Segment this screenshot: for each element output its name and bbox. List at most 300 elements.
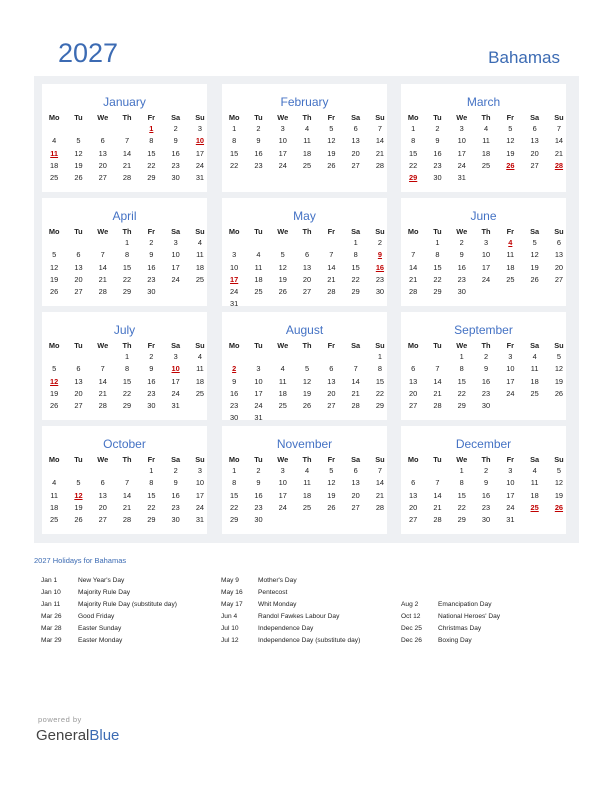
empty-day-cell xyxy=(115,123,139,135)
day-cell: 6 xyxy=(411,364,416,374)
holiday-date: Oct 12 xyxy=(401,613,421,620)
empty-day-cell xyxy=(66,351,90,363)
day-cell: 21 xyxy=(375,148,385,158)
day-cell: 22 xyxy=(433,274,442,284)
week-row xyxy=(222,376,387,388)
day-cell: 2 xyxy=(149,238,154,247)
week-row xyxy=(401,123,566,135)
day-cell: 10 xyxy=(506,478,515,488)
day-cell: 11 xyxy=(506,250,515,260)
week-row xyxy=(401,363,566,375)
day-cell: 20 xyxy=(409,502,418,512)
week-row xyxy=(401,148,566,160)
day-cell: 20 xyxy=(554,262,564,272)
day-cell: 5 xyxy=(329,124,334,133)
holiday-entry xyxy=(221,623,360,635)
day-cell: 17 xyxy=(506,376,515,386)
day-cell: 12 xyxy=(50,262,59,272)
day-cell: 1 xyxy=(435,238,440,247)
empty-day-cell xyxy=(343,514,367,526)
day-cell: 4 xyxy=(508,238,513,247)
day-cell: 15 xyxy=(230,148,239,158)
day-cell: 26 xyxy=(278,287,287,297)
day-cell: 12 xyxy=(554,364,564,374)
day-cell: 8 xyxy=(124,364,130,374)
day-cell: 14 xyxy=(98,262,107,272)
day-cell: 22 xyxy=(147,502,156,512)
holiday-entry xyxy=(41,587,177,599)
day-cell: 23 xyxy=(254,160,263,170)
day-cell: 14 xyxy=(122,148,132,158)
weekday-label: Tu xyxy=(433,227,442,236)
day-cell: 22 xyxy=(457,388,466,398)
month-january xyxy=(42,84,207,192)
day-cell: 19 xyxy=(530,262,539,272)
day-cell: 12 xyxy=(278,262,287,272)
day-cell: 13 xyxy=(351,478,360,488)
empty-day-cell xyxy=(163,286,187,298)
weekday-label: Tu xyxy=(433,341,442,350)
day-cell: 15 xyxy=(375,376,385,386)
empty-day-cell xyxy=(295,351,319,363)
day-cell: 12 xyxy=(554,478,564,488)
day-cell: 21 xyxy=(327,274,336,284)
day-cell: 28 xyxy=(122,515,132,525)
weekday-header xyxy=(42,454,207,465)
day-cell: 20 xyxy=(530,148,539,158)
day-cell: 13 xyxy=(409,376,418,386)
weekday-header xyxy=(42,112,207,123)
day-cell: 31 xyxy=(254,413,263,423)
day-cell: 19 xyxy=(50,388,59,398)
weekday-label: Tu xyxy=(74,113,83,122)
day-cell: 1 xyxy=(377,352,382,361)
day-cell: 23 xyxy=(230,401,239,411)
holiday-name: National Heroes' Day xyxy=(438,613,501,620)
empty-day-cell xyxy=(368,412,392,424)
day-cell: 14 xyxy=(122,490,132,500)
day-cell: 5 xyxy=(329,466,334,475)
day-cell: 11 xyxy=(196,364,204,374)
day-cell: 15 xyxy=(457,376,466,386)
day-cell: 11 xyxy=(303,478,311,488)
week-row xyxy=(222,274,387,286)
weekday-label: Th xyxy=(481,113,491,122)
week-row xyxy=(401,135,566,147)
week-row xyxy=(401,376,566,388)
day-cell: 7 xyxy=(411,250,416,260)
holiday-name: Christmas Day xyxy=(438,625,482,632)
weekday-label: Tu xyxy=(254,455,263,464)
day-cell: 30 xyxy=(481,401,491,411)
month-may xyxy=(222,198,387,309)
day-cell: 4 xyxy=(304,466,310,475)
holiday-date: Jul 12 xyxy=(221,637,239,644)
empty-day-cell xyxy=(271,351,295,363)
weekday-header xyxy=(222,454,387,465)
day-cell: 21 xyxy=(375,490,385,500)
day-cell: 4 xyxy=(532,466,537,475)
weekday-header xyxy=(401,454,566,465)
holiday-entry xyxy=(221,599,360,611)
weekday-label: Mo xyxy=(228,227,240,236)
week-row xyxy=(42,376,207,388)
holiday-date: Jan 10 xyxy=(41,589,61,596)
day-cell: 22 xyxy=(147,160,156,170)
day-cell: 12 xyxy=(327,478,336,488)
day-cell: 18 xyxy=(302,148,312,158)
month-november xyxy=(222,426,387,534)
day-cell: 27 xyxy=(98,515,107,525)
day-cell: 24 xyxy=(278,502,287,512)
day-cell: 13 xyxy=(98,148,107,158)
empty-day-cell xyxy=(368,514,392,526)
day-cell: 17 xyxy=(195,490,205,500)
day-cell: 14 xyxy=(375,478,385,488)
weekday-label: Mo xyxy=(407,113,419,122)
weekday-label: Th xyxy=(302,455,312,464)
week-row xyxy=(401,400,566,412)
day-cell: 3 xyxy=(173,352,178,361)
day-cell: 16 xyxy=(457,262,466,272)
day-cell: 14 xyxy=(554,136,564,146)
day-cell: 2 xyxy=(173,466,178,475)
day-cell: 23 xyxy=(375,274,385,284)
week-row xyxy=(401,160,566,172)
weekday-label: Su xyxy=(554,227,564,236)
day-cell: 11 xyxy=(254,262,263,272)
empty-day-cell xyxy=(498,400,522,412)
month-march xyxy=(401,84,566,192)
day-cell: 10 xyxy=(230,262,239,272)
day-cell: 12 xyxy=(530,250,539,260)
week-row xyxy=(42,400,207,412)
day-cell: 13 xyxy=(351,136,360,146)
day-cell: 4 xyxy=(304,124,310,133)
weekday-label: We xyxy=(97,227,109,236)
weekday-label: We xyxy=(277,341,289,350)
day-cell: 8 xyxy=(459,364,464,374)
empty-day-cell xyxy=(188,400,212,412)
day-cell: 23 xyxy=(171,502,180,512)
weekday-label: We xyxy=(456,341,468,350)
weekday-label: Su xyxy=(375,341,385,350)
day-cell: 26 xyxy=(74,173,83,183)
weekday-label: We xyxy=(277,455,289,464)
weekday-label: Sa xyxy=(171,227,181,236)
weekday-label: Tu xyxy=(254,113,263,122)
empty-day-cell xyxy=(343,351,367,363)
week-row xyxy=(401,351,566,363)
empty-day-cell xyxy=(498,172,522,184)
day-cell: 9 xyxy=(173,136,178,146)
weekday-label: Th xyxy=(481,341,491,350)
month-december xyxy=(401,426,566,534)
empty-day-cell xyxy=(295,298,319,310)
day-cell: 15 xyxy=(147,490,156,500)
holiday-entry xyxy=(221,635,360,647)
empty-day-cell xyxy=(401,351,425,363)
weekday-header xyxy=(42,340,207,351)
empty-day-cell xyxy=(66,123,90,135)
day-cell: 29 xyxy=(147,173,156,183)
holiday-date xyxy=(401,587,438,599)
day-cell: 29 xyxy=(122,401,132,411)
day-cell: 29 xyxy=(147,515,156,525)
day-cell: 14 xyxy=(409,262,418,272)
empty-day-cell xyxy=(66,465,90,477)
weekday-label: Th xyxy=(302,341,312,350)
weekday-label: Mo xyxy=(48,227,60,236)
week-row xyxy=(42,514,207,526)
day-cell: 20 xyxy=(98,160,107,170)
empty-day-cell xyxy=(91,123,115,135)
week-row xyxy=(401,249,566,261)
day-cell: 7 xyxy=(329,250,334,260)
empty-day-cell xyxy=(91,351,115,363)
day-cell: 8 xyxy=(149,136,154,146)
day-cell: 25 xyxy=(302,160,312,170)
empty-day-cell xyxy=(42,237,66,249)
month-title: May xyxy=(293,209,316,223)
day-cell: 30 xyxy=(481,515,491,525)
day-cell: 3 xyxy=(280,466,285,475)
day-cell: 25 xyxy=(530,502,539,512)
day-cell: 16 xyxy=(481,376,491,386)
day-cell: 4 xyxy=(52,136,57,146)
day-cell: 5 xyxy=(280,250,285,260)
day-cell: 10 xyxy=(506,364,515,374)
calendar-year: 2027 xyxy=(58,38,119,68)
day-cell: 9 xyxy=(149,364,154,374)
empty-day-cell xyxy=(271,237,295,249)
month-title: July xyxy=(113,323,136,337)
day-cell: 24 xyxy=(506,502,515,512)
day-cell: 26 xyxy=(506,160,515,170)
day-cell: 24 xyxy=(506,388,515,398)
day-cell: 10 xyxy=(278,136,287,146)
holiday-name: Good Friday xyxy=(78,613,115,620)
day-cell: 4 xyxy=(197,238,202,247)
day-cell: 17 xyxy=(278,490,287,500)
day-cell: 9 xyxy=(232,376,237,386)
weekday-label: Sa xyxy=(530,113,540,122)
empty-day-cell xyxy=(66,237,90,249)
day-cell: 7 xyxy=(377,466,382,475)
month-august xyxy=(222,312,387,423)
empty-day-cell xyxy=(401,465,425,477)
day-cell: 9 xyxy=(483,364,489,374)
week-row xyxy=(401,262,566,274)
day-cell: 27 xyxy=(530,160,539,170)
month-title: September xyxy=(454,323,513,337)
holiday-date xyxy=(401,575,438,587)
weekday-label: We xyxy=(456,113,468,122)
day-cell: 25 xyxy=(530,388,539,398)
day-cell: 18 xyxy=(302,490,312,500)
week-row xyxy=(42,123,207,135)
day-cell: 25 xyxy=(506,274,515,284)
day-cell: 27 xyxy=(327,401,336,411)
day-cell: 31 xyxy=(230,299,239,309)
month-october xyxy=(42,426,207,534)
day-cell: 29 xyxy=(433,287,442,297)
day-cell: 23 xyxy=(171,160,180,170)
holiday-name: Emancipation Day xyxy=(438,601,492,608)
month-june xyxy=(401,198,566,306)
weekday-label: Fr xyxy=(506,341,515,350)
weekday-label: Fr xyxy=(147,341,156,350)
month-title: August xyxy=(285,323,324,337)
week-row xyxy=(222,400,387,412)
weekday-label: Mo xyxy=(228,455,240,464)
day-cell: 8 xyxy=(232,478,237,488)
weekday-label: Th xyxy=(122,113,132,122)
day-cell: 28 xyxy=(98,287,107,297)
brand-blue-text: Blue xyxy=(89,727,120,744)
day-cell: 25 xyxy=(254,287,263,297)
week-row xyxy=(401,490,566,502)
weekday-label: Mo xyxy=(48,113,60,122)
day-cell: 20 xyxy=(351,490,360,500)
day-cell: 14 xyxy=(433,490,442,500)
day-cell: 22 xyxy=(351,274,360,284)
weekday-header xyxy=(401,226,566,237)
day-cell: 16 xyxy=(375,262,385,272)
day-cell: 11 xyxy=(303,136,311,146)
day-cell: 19 xyxy=(506,148,515,158)
country-name: Bahamas xyxy=(488,48,560,67)
day-cell: 21 xyxy=(554,148,564,158)
week-row xyxy=(222,363,387,375)
empty-day-cell xyxy=(295,514,319,526)
day-cell: 9 xyxy=(459,250,464,260)
day-cell: 11 xyxy=(50,148,59,158)
day-cell: 21 xyxy=(122,502,132,512)
day-cell: 19 xyxy=(327,490,336,500)
empty-day-cell xyxy=(547,286,571,298)
day-cell: 26 xyxy=(50,287,59,297)
day-cell: 28 xyxy=(351,401,360,411)
empty-day-cell xyxy=(246,298,270,310)
day-cell: 23 xyxy=(457,274,466,284)
holiday-date: Jun 4 xyxy=(221,613,238,620)
empty-day-cell xyxy=(547,172,571,184)
day-cell: 8 xyxy=(377,364,382,374)
weekday-label: Mo xyxy=(48,341,60,350)
day-cell: 29 xyxy=(409,173,418,183)
weekday-label: Sa xyxy=(351,455,361,464)
empty-day-cell xyxy=(188,286,212,298)
day-cell: 19 xyxy=(554,490,564,500)
day-cell: 27 xyxy=(409,401,418,411)
day-cell: 15 xyxy=(230,490,239,500)
weekday-header xyxy=(401,112,566,123)
week-row xyxy=(42,388,207,400)
day-cell: 21 xyxy=(98,388,107,398)
day-cell: 6 xyxy=(329,364,334,374)
holiday-date: Jan 1 xyxy=(41,577,58,584)
day-cell: 12 xyxy=(302,376,312,386)
holiday-name: Easter Sunday xyxy=(78,625,122,632)
day-cell: 20 xyxy=(98,502,107,512)
day-cell: 28 xyxy=(375,502,385,512)
empty-day-cell xyxy=(522,286,546,298)
day-cell: 31 xyxy=(195,173,205,183)
day-cell: 21 xyxy=(122,160,132,170)
day-cell: 19 xyxy=(74,160,83,170)
week-row xyxy=(401,514,566,526)
weekday-label: Tu xyxy=(433,455,442,464)
holiday-name: New Year's Day xyxy=(78,577,125,584)
empty-day-cell xyxy=(343,298,367,310)
week-row xyxy=(42,135,207,147)
day-cell: 14 xyxy=(98,376,107,386)
day-cell: 18 xyxy=(50,160,59,170)
day-cell: 8 xyxy=(353,250,358,260)
day-cell: 1 xyxy=(411,124,416,133)
weekday-header xyxy=(401,340,566,351)
day-cell: 30 xyxy=(457,287,466,297)
day-cell: 24 xyxy=(195,502,205,512)
day-cell: 14 xyxy=(327,262,336,272)
week-row xyxy=(222,262,387,274)
day-cell: 12 xyxy=(327,136,336,146)
day-cell: 17 xyxy=(506,490,515,500)
day-cell: 13 xyxy=(409,490,418,500)
day-cell: 31 xyxy=(195,515,205,525)
day-cell: 3 xyxy=(197,466,202,475)
week-row xyxy=(222,123,387,135)
day-cell: 2 xyxy=(459,238,464,247)
weekday-label: Mo xyxy=(228,341,240,350)
day-cell: 13 xyxy=(302,262,312,272)
weekday-label: Sa xyxy=(351,341,361,350)
day-cell: 27 xyxy=(351,502,360,512)
holiday-date: Jan 11 xyxy=(41,601,61,608)
day-cell: 19 xyxy=(278,274,287,284)
weekday-label: Fr xyxy=(147,113,156,122)
holiday-entry xyxy=(41,635,177,647)
weekday-label: We xyxy=(97,341,109,350)
weekday-label: Th xyxy=(481,227,491,236)
month-april xyxy=(42,198,207,306)
day-cell: 18 xyxy=(506,262,515,272)
day-cell: 15 xyxy=(122,262,132,272)
day-cell: 22 xyxy=(457,502,466,512)
weekday-label: Fr xyxy=(327,455,336,464)
day-cell: 16 xyxy=(433,148,442,158)
day-cell: 4 xyxy=(483,124,489,133)
day-cell: 2 xyxy=(483,466,489,475)
empty-day-cell xyxy=(474,172,498,184)
week-row xyxy=(401,286,566,298)
day-cell: 16 xyxy=(481,490,491,500)
weekday-label: We xyxy=(277,113,289,122)
week-row xyxy=(42,237,207,249)
week-row xyxy=(222,465,387,477)
day-cell: 11 xyxy=(50,490,58,500)
generalblue-logo[interactable] xyxy=(36,727,119,744)
day-cell: 23 xyxy=(481,388,491,398)
day-cell: 18 xyxy=(530,490,539,500)
day-cell: 13 xyxy=(74,262,83,272)
day-cell: 20 xyxy=(74,274,83,284)
week-row xyxy=(42,363,207,375)
holiday-column xyxy=(401,575,500,647)
empty-day-cell xyxy=(319,412,343,424)
week-row xyxy=(42,490,207,502)
